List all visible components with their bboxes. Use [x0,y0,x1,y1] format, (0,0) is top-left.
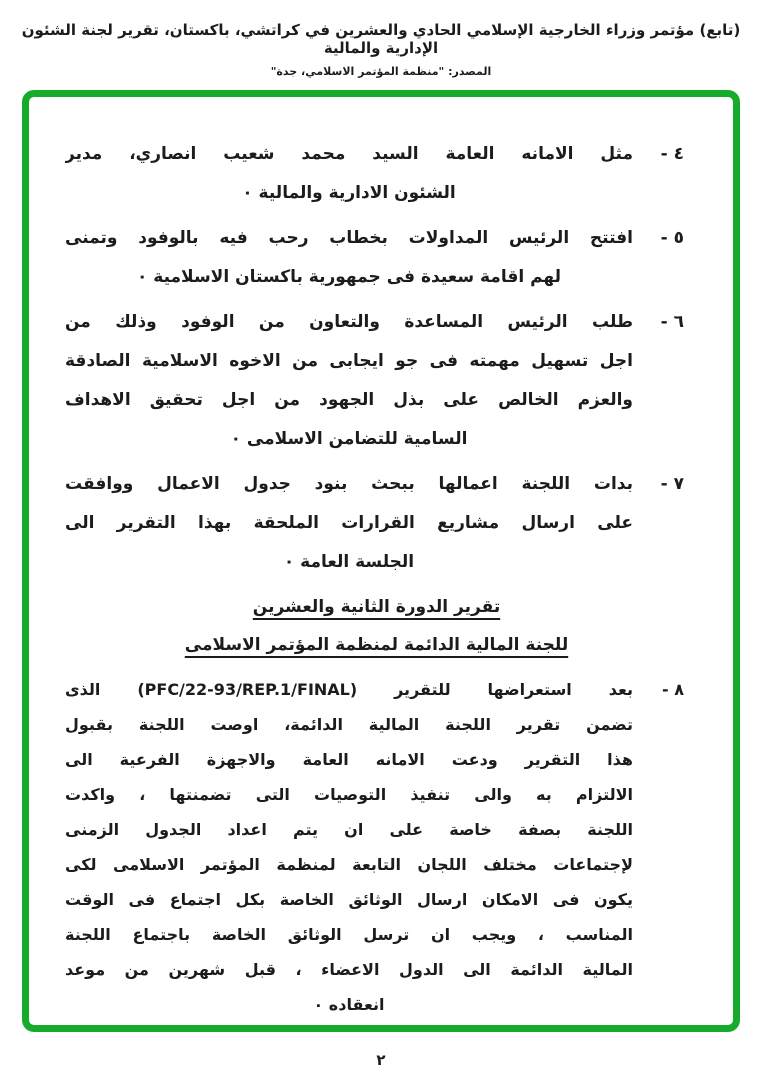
paragraph-item [65,219,688,297]
text-line: المناسب ، ويجب ان ترسل الوثائق الخاصة باجتماع اللجنة [65,925,633,944]
paragraph-text [65,303,633,459]
text-line: الشئون الادارية والمالية ٠ [242,183,456,203]
text-line: والعزم الخالص على بذل الجهود من اجل تحقيق الاهداف [65,390,633,410]
header-source: المصدر: "منظمة المؤتمر الاسلامي، جدة" [270,65,492,78]
content-frame [22,90,740,1032]
text-line: الالتزام به والى تنفيذ التوصيات التى تضمنتها ، واكدت [65,785,633,804]
paragraph-item [65,672,688,1022]
text-line: اللجنة بصفة خاصة على ان يتم اعداد الجدول الزمنى [65,820,633,839]
paragraph-text [65,672,633,1022]
paragraph-text [65,219,633,297]
text-line: السامية للتضامن الاسلامى ٠ [230,429,468,449]
paragraph-list-bottom [65,672,688,1022]
text-line: المالية الدائمة الى الدول الاعضاء ، قبل شهرين من موعد [65,960,633,979]
section-title [65,588,688,664]
text-line: يكون فى الامكان ارسال الوثائق الخاصة بكل اجتماع فى الوقت [65,890,633,909]
text-line: هذا التقرير ودعت الامانه العامة والاجهزة الفرعية الى [65,750,633,769]
page-header [0,0,762,78]
text-line: بدات اللجنة اعمالها ببحث بنود جدول الاعمال ووافقت [65,474,633,494]
text-line: اجل تسهيل مهمته فى جو ايجابى من الاخوه الاسلامية الصادقة [65,351,633,371]
page-footer [0,1050,762,1069]
section-title-line1: تقرير الدورة الثانية والعشرين [252,597,501,617]
header-title: (تابع) مؤتمر وزراء الخارجية الإسلامي الحادي والعشرين في كراتشي، باكستان، تقرير لجنة الشئون الإدارية والمالية [21,21,741,57]
paragraph-text [65,465,633,582]
text-line: تضمن تقرير اللجنة المالية الدائمة، اوصت اللجنة بقبول [65,715,633,734]
text-line: انعقاده ٠ [313,995,385,1014]
paragraph-item [65,303,688,459]
document-content [29,97,733,1025]
paragraph-number: ٤ - [660,144,684,164]
text-line: على ارسال مشاريع القرارات الملحقة بهذا التقرير الى [65,513,633,533]
page-number: ٢ [376,1051,386,1069]
paragraph-text [65,135,633,213]
text-line: الجلسة العامة ٠ [283,552,415,572]
text-line: لإجتماعات مختلف اللجان التابعة لمنظمة المؤتمر الاسلامى لكى [65,855,633,874]
text-line: مثل الامانه العامة السيد محمد شعيب انصاري، مدير [65,144,633,164]
paragraph-number: ٥ - [660,228,684,248]
text-line: طلب الرئيس المساعدة والتعاون من الوفود وذلك من [65,312,633,332]
paragraph-item [65,135,688,213]
text-line: افتتح الرئيس المداولات بخطاب رحب فيه بالوفود وتمنى [65,228,633,248]
paragraph-number: ٧ - [660,474,684,494]
text-line: بعد استعراضها للتقرير (PFC/22-93/REP.1/FINAL) الذى [65,680,633,699]
paragraph-number: ٦ - [660,312,684,332]
paragraph-list-top [65,135,688,582]
paragraph-number: ٨ - [662,680,684,699]
paragraph-item [65,465,688,582]
section-title-line2: للجنة المالية الدائمة لمنظمة المؤتمر الاسلامى [184,635,569,655]
text-line: لهم اقامة سعيدة فى جمهورية باكستان الاسلامية ٠ [136,267,562,287]
